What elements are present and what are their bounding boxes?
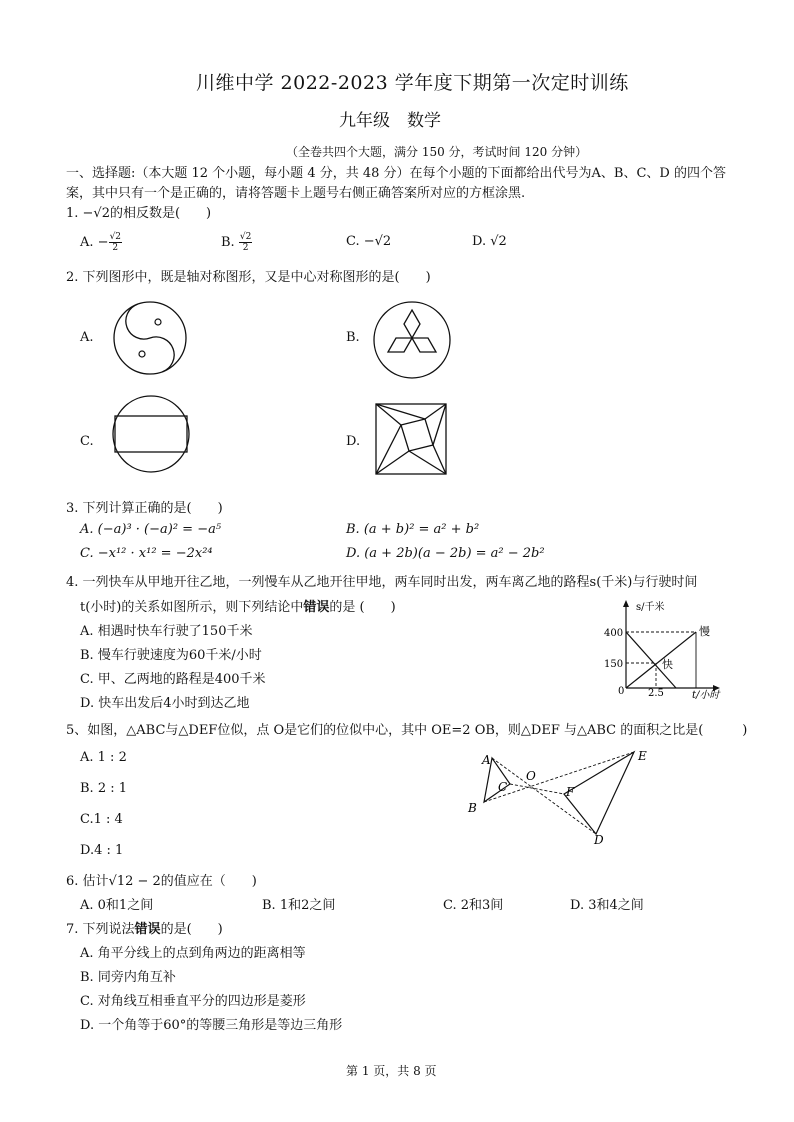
q4-graph-ylabel: s/千米 [636, 602, 665, 613]
figure-rectangle-circle-icon [111, 402, 191, 466]
q1-a-num: √2 [109, 232, 122, 242]
q1-option-d: D. √2 [472, 234, 507, 249]
q5-label-f: F [566, 785, 575, 799]
q2-option-b: B. [346, 330, 360, 345]
q6-option-b: B. 1和2之间 [262, 898, 336, 913]
q4-stem-line2-start: t(小时)的关系如图所示，则下列结论中 [80, 600, 304, 615]
q7-option-c: C. 对角线互相垂直平分的四边形是菱形 [80, 994, 306, 1009]
q7-option-a: A. 角平分线上的点到角两边的距离相等 [80, 946, 306, 961]
q5-label-o: O [526, 769, 536, 783]
exam-title: 川维中学 2022-2023 学年度下期第一次定时训练 [196, 72, 629, 94]
q4-distance-time-graph [600, 598, 730, 702]
q6-option-d: D. 3和4之间 [570, 898, 644, 913]
q5-label-d: D [594, 833, 604, 847]
q5-stem: 5、如图，△ABC与△DEF位似，点 O是它们的位似中心，其中 OE=2 OB，则△DEF 与△ABC 的面积之比是( ) [66, 723, 748, 738]
q4-stem-emphasis: 错误 [303, 600, 330, 615]
q7-stem-emphasis: 错误 [134, 922, 161, 937]
q7-option-b: B. 同旁内角互补 [80, 970, 176, 985]
q4-option-d: D. 快车出发后4小时到达乙地 [80, 696, 250, 711]
q4-option-c: C. 甲、乙两地的路程是400千米 [80, 672, 266, 687]
q5-similar-triangles-figure [462, 746, 652, 846]
q1-option-b-fraction [239, 232, 252, 253]
q3-stem: 3. 下列计算正确的是( ) [66, 501, 223, 516]
exam-subtitle: 九年级 数学 [339, 111, 441, 131]
q4-graph-y400: 400 [604, 628, 624, 639]
q2-option-d: D. [346, 434, 361, 449]
q1-b-num: √2 [239, 232, 252, 242]
q1-option-a: A. − $\frac{√2}{2}$ [80, 232, 122, 253]
q5-label-c: C [498, 780, 508, 794]
q5-label-a: A [482, 753, 491, 767]
q1-b-den: 2 [242, 243, 249, 253]
q4-graph-x25: 2.5 [648, 688, 664, 699]
q1-option-b [221, 232, 252, 253]
q2-option-c: C. [80, 434, 94, 449]
q6-option-a: A. 0和1之间 [80, 898, 154, 913]
q4-option-a: A. 相遇时快车行驶了150千米 [80, 624, 253, 639]
q5-option-d: D.4 : 1 [80, 843, 124, 858]
q5-label-e: E [638, 749, 647, 763]
q3-option-d: D. (a + 2b)(a − 2b) = a² − 2b² [346, 546, 545, 561]
section-instruction-line2: 案，其中只有一个是正确的，请将答题卡上题号右侧正确答案所对应的方框涂黑. [66, 186, 526, 201]
q7-stem [66, 918, 223, 937]
q2-option-a: A. [80, 330, 94, 345]
figure-three-diamonds-icon [372, 300, 452, 380]
q7-stem-start: 7. 下列说法 [66, 922, 135, 937]
figure-pinwheel-square-icon [375, 403, 447, 475]
q4-graph-y150: 150 [604, 659, 624, 670]
section-instruction-line1: 一、选择题:（本大题 12 个小题，每小题 4 分，共 48 分）在每个小题的下面都给出代号为A、B、C、D 的四个答 [66, 166, 726, 181]
q1-stem: 1. −√2的相反数是( ) [66, 206, 212, 221]
q2-stem: 2. 下列图形中，既是轴对称图形，又是中心对称图形的是( ) [66, 270, 431, 285]
q4-graph-xlabel: t/小时 [692, 690, 720, 701]
q3-option-c: C. −x¹² · x¹² = −2x²⁴ [80, 546, 213, 561]
q6-stem: 6. 估计√12 − 2的值应在（ ) [66, 874, 257, 889]
q1-option-a-label: A. [80, 235, 94, 250]
q5-option-a: A. 1 : 2 [80, 750, 127, 765]
page-footer: 第 1 页，共 8 页 [346, 1064, 437, 1078]
q3-option-a: A. (−a)³ · (−a)² = −a⁵ [80, 522, 222, 537]
exam-note: （全卷共四个大题，满分 150 分，考试时间 120 分钟） [286, 145, 588, 159]
q4-stem-line1: 4. 一列快车从甲地开往乙地，一列慢车从乙地开往甲地，两车同时出发，两车离乙地的路程s(千米)与行驶时间 [66, 575, 698, 590]
q4-option-b: B. 慢车行驶速度为60千米/小时 [80, 648, 262, 663]
q1-a-den: 2 [112, 243, 119, 253]
q5-option-b: B. 2 : 1 [80, 781, 128, 796]
q7-stem-end: 的是( ) [160, 922, 223, 937]
q4-graph-origin: 0 [618, 686, 625, 697]
figure-yin-yang-icon [112, 300, 188, 376]
q1-option-b-label: B. [221, 235, 235, 250]
q5-option-c: C.1 : 4 [80, 812, 123, 827]
q4-graph-slow-label: 慢 [699, 625, 710, 638]
q5-label-b: B [468, 801, 477, 815]
q4-stem-line2-end: 的是 ( ) [329, 600, 396, 615]
q4-graph-fast-label: 快 [662, 658, 673, 671]
q3-option-b: B. (a + b)² = a² + b² [346, 522, 480, 537]
q6-option-c: C. 2和3间 [443, 898, 504, 913]
q4-stem-line2 [80, 596, 396, 615]
q1-option-a-fraction [109, 232, 122, 253]
q1-option-c: C. −√2 [346, 234, 392, 249]
q7-option-d: D. 一个角等于60°的等腰三角形是等边三角形 [80, 1018, 343, 1033]
